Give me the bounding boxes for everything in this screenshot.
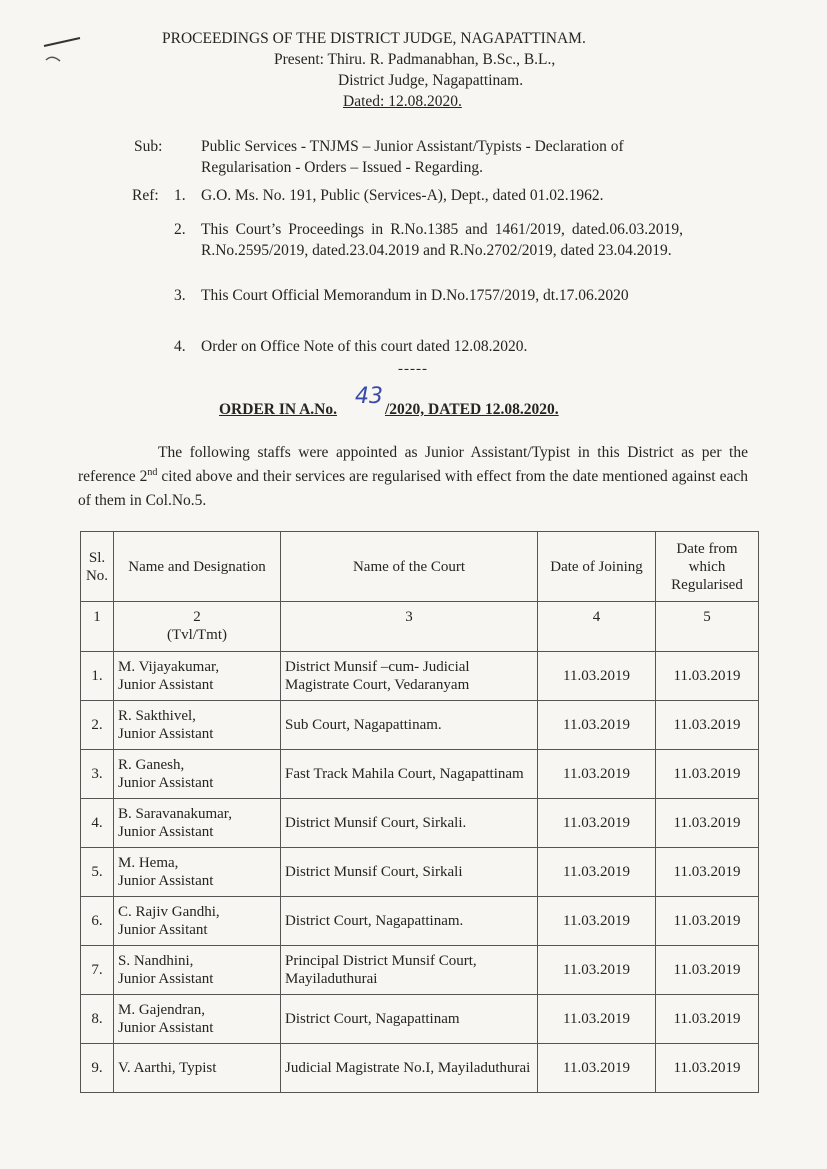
- table-row: [81, 701, 759, 750]
- joining-date-cell: 11.03.2019: [538, 1044, 656, 1093]
- table-row: [81, 1044, 759, 1093]
- reference-number: 2.: [174, 221, 186, 238]
- staff-name: V. Aarthi, Typist: [118, 1060, 217, 1076]
- order-paragraph: [78, 441, 748, 513]
- staff-designation: Junior Assistant: [118, 873, 214, 889]
- sl-no-cell: 6.: [81, 897, 114, 946]
- table-row: [81, 897, 759, 946]
- name-cell: [114, 652, 281, 701]
- reference-number: 4.: [174, 338, 186, 355]
- sl-no-cell: 5.: [81, 848, 114, 897]
- joining-date-cell: 11.03.2019: [538, 701, 656, 750]
- court-cell: District Court, Nagapattinam.: [281, 897, 538, 946]
- table-header-row: [81, 532, 759, 602]
- reference-number: 1.: [174, 187, 186, 204]
- court-cell: Judicial Magistrate No.I, Mayiladuthurai: [281, 1044, 538, 1093]
- header-name-designation: Name and Designation: [114, 532, 281, 602]
- regularised-date-cell: 11.03.2019: [656, 1044, 759, 1093]
- sl-no-cell: 2.: [81, 701, 114, 750]
- references-label: Ref:: [132, 187, 159, 204]
- column-number: 3: [281, 602, 538, 652]
- regularised-date-cell: 11.03.2019: [656, 946, 759, 995]
- handwritten-order-number: 43: [355, 384, 383, 409]
- regularised-date-cell: 11.03.2019: [656, 652, 759, 701]
- separator: -----: [398, 361, 428, 377]
- court-cell: District Munsif –cum- Judicial Magistrate Court, Vedaranyam: [281, 652, 538, 701]
- column-note: (Tvl/Tmt): [167, 627, 227, 643]
- regularised-date-cell: 11.03.2019: [656, 848, 759, 897]
- header-date: Dated: 12.08.2020.: [343, 93, 462, 110]
- pen-mark: [40, 30, 86, 68]
- reference-text: This Court’s Proceedings in R.No.1385 and 1461/2019, dated.06.03.2019, R.No.2595/2019, dated.23.04.2019 and R.No.2702/2019, dated 23.04.2019.: [201, 221, 683, 259]
- staff-table: [80, 531, 759, 1093]
- court-cell: District Munsif Court, Sirkali.: [281, 799, 538, 848]
- table-row: [81, 799, 759, 848]
- column-number-value: 2: [193, 609, 201, 625]
- staff-designation: Junior Assistant: [118, 971, 214, 987]
- table-column-number-row: [81, 602, 759, 652]
- order-suffix: /2020, DATED 12.08.2020.: [384, 401, 559, 418]
- staff-designation: Junior Assitant: [118, 922, 208, 938]
- column-number: 1: [81, 602, 114, 652]
- column-number: 5: [656, 602, 759, 652]
- name-cell: [114, 897, 281, 946]
- staff-designation: Junior Assistant: [118, 726, 214, 742]
- staff-name: S. Nandhini,: [118, 953, 194, 969]
- name-cell: [114, 848, 281, 897]
- staff-name: M. Hema,: [118, 855, 179, 871]
- header-present: Present: Thiru. R. Padmanabhan, B.Sc., B.L.,: [274, 51, 556, 68]
- paragraph-part1: The following staffs were appointed as Junior Assistant/Typist in this District as per the reference 2: [78, 444, 748, 485]
- header-sl-no: Sl. No.: [81, 532, 114, 602]
- name-cell: [114, 995, 281, 1044]
- name-cell: [114, 750, 281, 799]
- staff-name: M. Gajendran,: [118, 1002, 206, 1018]
- court-cell: District Court, Nagapattinam: [281, 995, 538, 1044]
- column-number: [114, 602, 281, 652]
- staff-designation: Junior Assistant: [118, 1020, 214, 1036]
- reference-text: Order on Office Note of this court dated 12.08.2020.: [201, 338, 528, 355]
- joining-date-cell: 11.03.2019: [538, 750, 656, 799]
- joining-date-cell: 11.03.2019: [538, 995, 656, 1044]
- staff-designation: Junior Assistant: [118, 775, 214, 791]
- sl-no-cell: 1.: [81, 652, 114, 701]
- staff-designation: Junior Assistant: [118, 677, 214, 693]
- name-cell: [114, 1044, 281, 1093]
- sl-no-cell: 9.: [81, 1044, 114, 1093]
- joining-date-cell: 11.03.2019: [538, 897, 656, 946]
- header-title: PROCEEDINGS OF THE DISTRICT JUDGE, NAGAPATTINAM.: [162, 30, 586, 47]
- staff-name: B. Saravanakumar,: [118, 806, 232, 822]
- table-row: [81, 750, 759, 799]
- sl-no-cell: 3.: [81, 750, 114, 799]
- paragraph-sup: nd: [147, 466, 158, 478]
- court-cell: Fast Track Mahila Court, Nagapattinam: [281, 750, 538, 799]
- reference-number: 3.: [174, 287, 186, 304]
- staff-designation: Junior Assistant: [118, 824, 214, 840]
- court-cell: Principal District Munsif Court, Mayiladuthurai: [281, 946, 538, 995]
- order-heading: [219, 384, 559, 419]
- regularised-date-cell: 11.03.2019: [656, 897, 759, 946]
- table-row: [81, 995, 759, 1044]
- court-cell: Sub Court, Nagapattinam.: [281, 701, 538, 750]
- subject-text: Public Services - TNJMS – Junior Assistant/Typists - Declaration of Regularisation - Orders – Issued - Regarding.: [201, 138, 624, 176]
- regularised-date-cell: 11.03.2019: [656, 799, 759, 848]
- sl-no-cell: 4.: [81, 799, 114, 848]
- joining-date-cell: 11.03.2019: [538, 848, 656, 897]
- name-cell: [114, 946, 281, 995]
- staff-name: R. Ganesh,: [118, 757, 185, 773]
- column-number: 4: [538, 602, 656, 652]
- staff-name: R. Sakthivel,: [118, 708, 196, 724]
- table-row: [81, 848, 759, 897]
- table-row: [81, 946, 759, 995]
- staff-name: M. Vijayakumar,: [118, 659, 220, 675]
- header-court: Name of the Court: [281, 532, 538, 602]
- header-designation: District Judge, Nagapattinam.: [338, 72, 524, 89]
- staff-name: C. Rajiv Gandhi,: [118, 904, 220, 920]
- joining-date-cell: 11.03.2019: [538, 946, 656, 995]
- order-prefix: ORDER IN A.No.: [219, 401, 337, 418]
- table-row: [81, 652, 759, 701]
- subject-label: Sub:: [134, 138, 163, 155]
- sl-no-cell: 7.: [81, 946, 114, 995]
- sl-no-cell: 8.: [81, 995, 114, 1044]
- header-date-regularised: Date from which Regularised: [656, 532, 759, 602]
- regularised-date-cell: 11.03.2019: [656, 701, 759, 750]
- joining-date-cell: 11.03.2019: [538, 799, 656, 848]
- regularised-date-cell: 11.03.2019: [656, 750, 759, 799]
- name-cell: [114, 701, 281, 750]
- regularised-date-cell: 11.03.2019: [656, 995, 759, 1044]
- paragraph-part2: cited above and their services are regularised with effect from the date mentioned against each of them in Col.No.5.: [78, 468, 748, 509]
- joining-date-cell: 11.03.2019: [538, 652, 656, 701]
- name-cell: [114, 799, 281, 848]
- reference-text: G.O. Ms. No. 191, Public (Services-A), Dept., dated 01.02.1962.: [201, 187, 604, 204]
- header-date-joining: Date of Joining: [538, 532, 656, 602]
- court-cell: District Munsif Court, Sirkali: [281, 848, 538, 897]
- reference-text: This Court Official Memorandum in D.No.1757/2019, dt.17.06.2020: [201, 287, 629, 304]
